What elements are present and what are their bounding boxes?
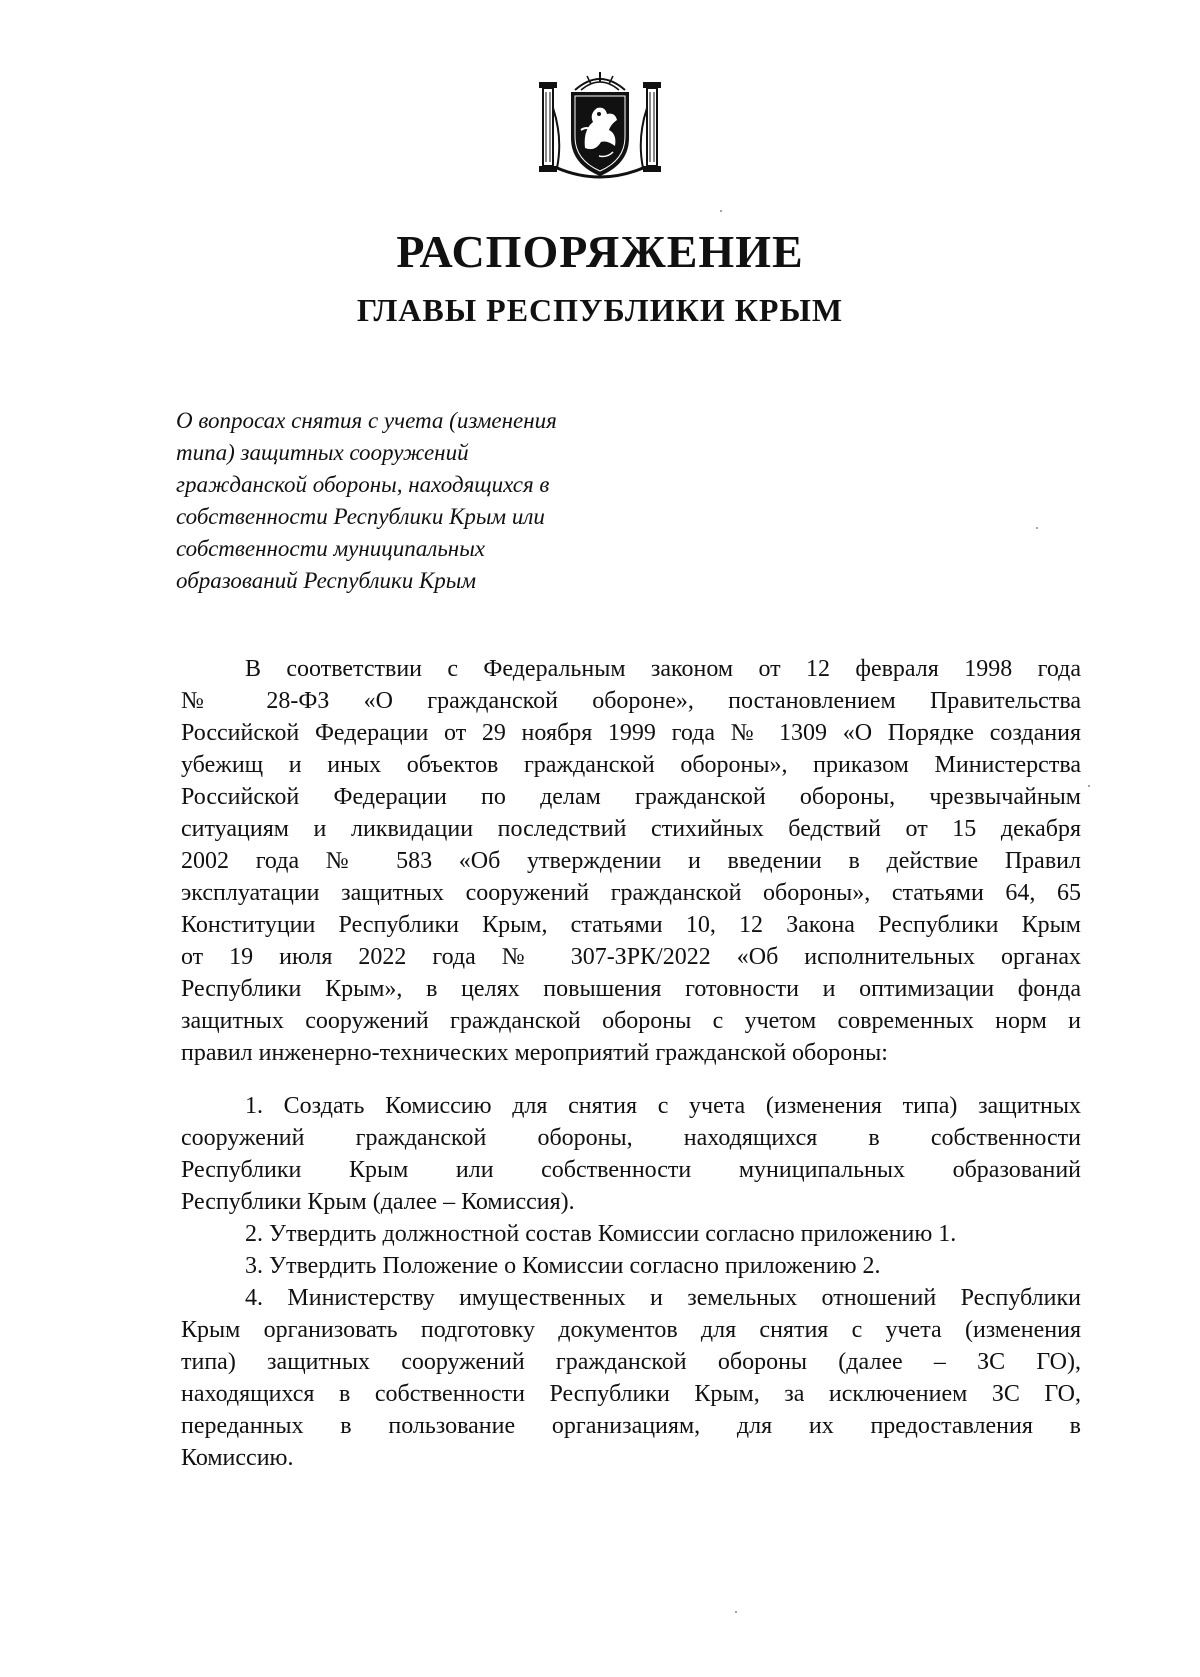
document-subject bbox=[176, 405, 696, 597]
document-title: РАСПОРЯЖЕНИЕ bbox=[396, 226, 804, 277]
text-line: 2002 года № 583 «Об утверждении и введении в действие Правил bbox=[181, 848, 1081, 874]
item-1-line: Республики Крым или собственности муниципальных образований bbox=[181, 1157, 1081, 1183]
item-4-line: Комиссию. bbox=[181, 1445, 294, 1471]
text-line: ситуациям и ликвидации последствий стихийных бедствий от 15 декабря bbox=[181, 816, 1081, 842]
preamble-paragraph bbox=[181, 653, 1081, 1069]
item-4-line: Крым организовать подготовку документов для снятия с учета (изменения bbox=[181, 1317, 1081, 1343]
text-line: от 19 июля 2022 года № 307-ЗРК/2022 «Об исполнительных органах bbox=[181, 944, 1081, 970]
scan-speck bbox=[720, 210, 722, 212]
item-1-line: сооружений гражданской обороны, находящихся в собственности bbox=[181, 1125, 1081, 1151]
text-line: Республики Крым», в целях повышения готовности и оптимизации фонда bbox=[181, 976, 1081, 1002]
document-subtitle: ГЛАВЫ РЕСПУБЛИКИ КРЫМ bbox=[356, 292, 844, 328]
text-line: В соответствии с Федеральным законом от 12 февраля 1998 года bbox=[245, 656, 1081, 682]
text-line: Конституции Республики Крым, статьями 10, 12 Закона Республики Крым bbox=[181, 912, 1081, 938]
item-4-line: типа) защитных сооружений гражданской обороны (далее – ЗС ГО), bbox=[181, 1349, 1081, 1375]
subject-line: собственности муниципальных bbox=[176, 536, 485, 561]
item-4-line: 4. Министерству имущественных и земельных отношений Республики bbox=[245, 1285, 1081, 1311]
text-line: правил инженерно-технических мероприятий гражданской обороны: bbox=[181, 1040, 888, 1066]
scan-speck bbox=[735, 1611, 737, 1613]
item-4-line: находящихся в собственности Республики Крым, за исключением ЗС ГО, bbox=[181, 1381, 1081, 1407]
scan-speck bbox=[1036, 527, 1038, 529]
subject-line: образований Республики Крым bbox=[176, 568, 477, 593]
subject-line: собственности Республики Крым или bbox=[176, 504, 545, 529]
text-line: Российской Федерации по делам гражданской обороны, чрезвычайным bbox=[181, 784, 1081, 810]
item-1-line: 1. Создать Комиссию для снятия с учета (изменения типа) защитных bbox=[245, 1093, 1081, 1119]
item-2-line: 2. Утвердить должностной состав Комиссии согласно приложению 1. bbox=[245, 1221, 957, 1247]
item-3-line: 3. Утвердить Положение о Комиссии согласно приложению 2. bbox=[245, 1253, 881, 1279]
subject-line: О вопросах снятия с учета (изменения bbox=[176, 408, 557, 433]
text-line: убежищ и иных объектов гражданской обороны», приказом Министерства bbox=[181, 752, 1081, 778]
text-line: № 28-ФЗ «О гражданской обороне», постановлением Правительства bbox=[181, 688, 1081, 714]
subject-line: гражданской обороны, находящихся в bbox=[176, 472, 550, 497]
item-1-line: Республики Крым (далее – Комиссия). bbox=[181, 1189, 575, 1215]
item-4-line: переданных в пользование организациям, для их предоставления в bbox=[181, 1413, 1081, 1439]
scan-speck bbox=[1088, 785, 1090, 787]
text-line: эксплуатации защитных сооружений гражданской обороны», статьями 64, 65 bbox=[181, 880, 1081, 906]
coat-of-arms-icon bbox=[535, 68, 665, 183]
text-line: Российской Федерации от 29 ноября 1999 года № 1309 «О Порядке создания bbox=[181, 720, 1081, 746]
text-line: защитных сооружений гражданской обороны с учетом современных норм и bbox=[181, 1008, 1081, 1034]
subject-line: типа) защитных сооружений bbox=[176, 440, 469, 465]
resolution-items bbox=[181, 1090, 1081, 1474]
